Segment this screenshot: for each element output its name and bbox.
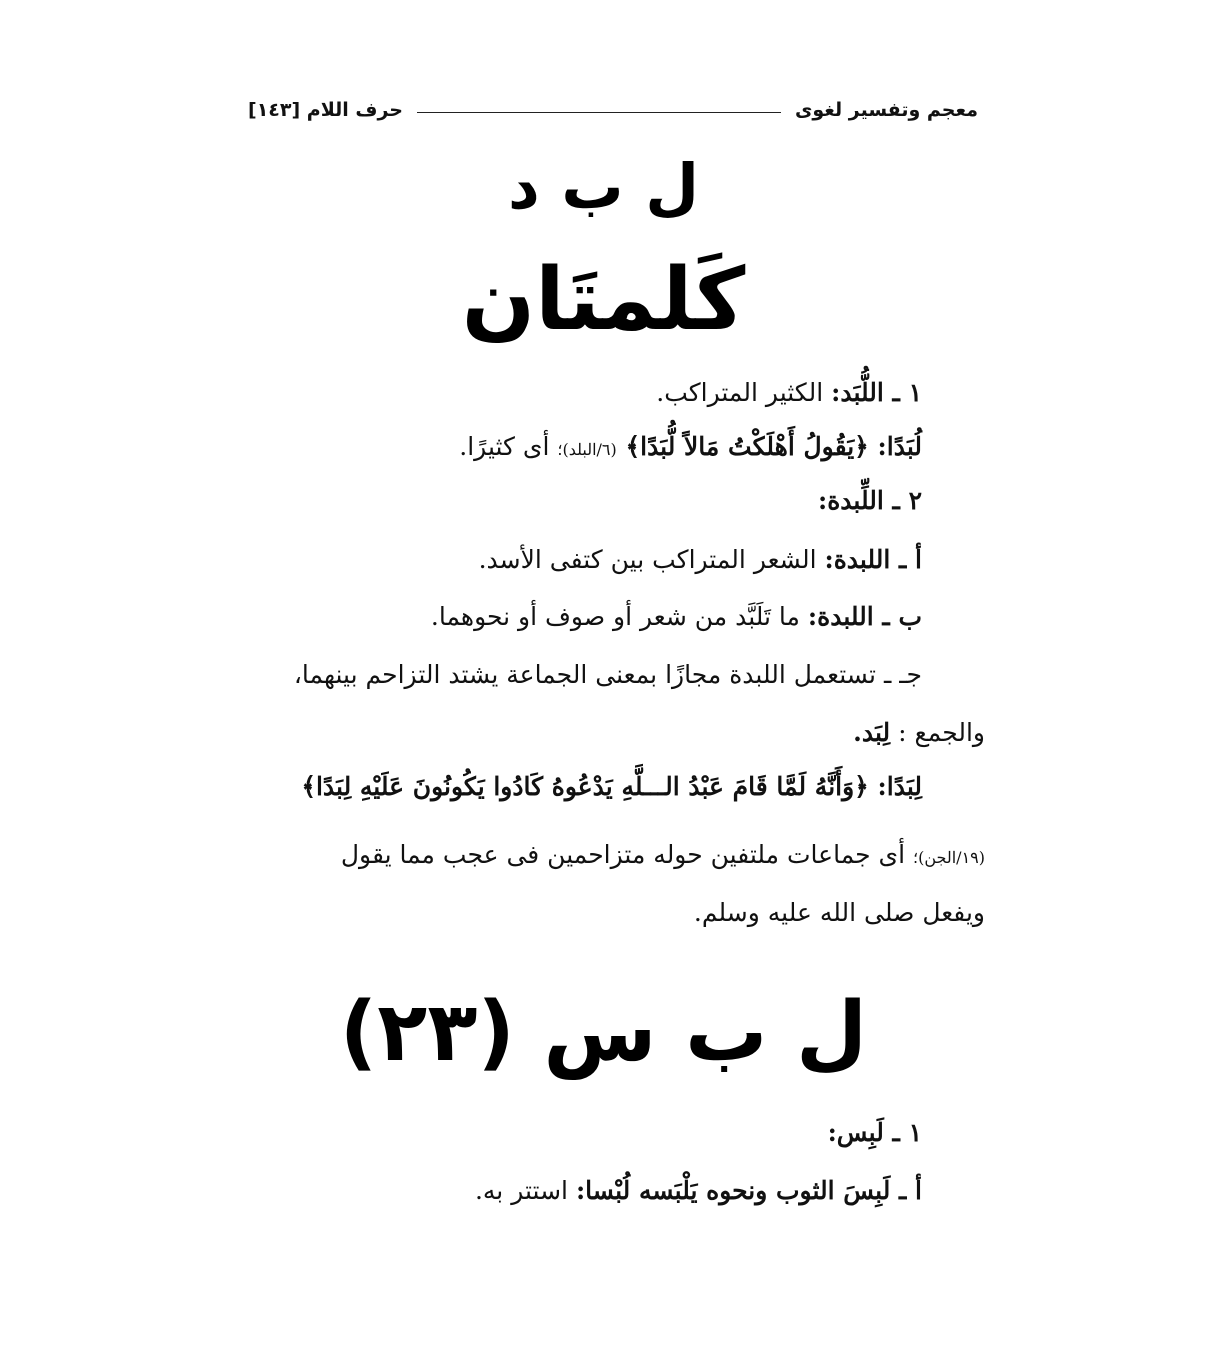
quran-verse: ﴿يَقُولُ أَهْلَكْتُ مَالاً لُّبَدًا﴾	[616, 432, 878, 461]
entry-line	[258, 660, 922, 689]
header-rule	[417, 112, 781, 113]
entry-term: ١ ـ لَبِس:	[827, 1118, 922, 1147]
entry-line	[459, 432, 922, 461]
quran-verse: ﴿وَأَنَّهُ لَمَّا قَامَ عَبْدُ الـــلَّهِ يَدْعُوهُ كَادُوا يَكُونُونَ عَلَيْهِ لِبَدًا﴾	[301, 772, 878, 801]
entry-text: جـ ـ تستعمل اللبدة مجازًا بمعنى الجماعة يشتد التزاحم بينهما،	[293, 660, 922, 689]
entry-text: أى كثيرًا.	[459, 432, 558, 461]
entry-line	[258, 840, 985, 869]
entry-line	[431, 602, 922, 631]
entry-text: أى جماعات ملتفين حوله متزاحمين فى عجب مما يقول	[340, 840, 914, 869]
entry-line	[828, 1118, 922, 1147]
entry-term: ب ـ اللبدة:	[807, 602, 922, 631]
entry-term: أ ـ اللبدة:	[824, 545, 922, 574]
entry-term: ١ ـ اللُّبَد:	[831, 378, 922, 407]
word-count-heading: كَلمتَان	[461, 250, 746, 350]
entry-term: لِبَد.	[853, 718, 891, 747]
entry-text: ويفعل صلى الله عليه وسلم.	[693, 898, 985, 927]
entry-text: ما تَلَبَّد من شعر أو صوف أو نحوهما.	[430, 602, 808, 631]
book-title: معجم وتفسير لغوى	[794, 99, 978, 121]
entry-line	[479, 545, 922, 574]
entry-line	[818, 486, 922, 515]
entry-text: الكثير المتراكب.	[656, 378, 832, 407]
entry-line	[656, 378, 922, 407]
entry-text: استتر به.	[474, 1176, 576, 1205]
entry-term: لِبَدًا:	[877, 772, 922, 801]
entry-term: أ ـ لَبِسَ الثوب ونحوه يَلْبَسه لُبْسا:	[575, 1176, 922, 1205]
root-heading-lbs: ل ب س (٢٣)	[339, 985, 868, 1080]
entry-text: والجمع :	[890, 718, 985, 747]
entry-text: الشعر المتراكب بين كتفى الأسد.	[478, 545, 825, 574]
verse-reference: (١٩/الجن)؛	[913, 848, 985, 867]
entry-term: ٢ ـ اللِّبدة:	[817, 486, 922, 515]
running-header	[248, 92, 978, 128]
section-label: حرف اللام [١٤٣]	[248, 99, 403, 121]
verse-reference: (٦/البلد)؛	[557, 440, 617, 459]
entry-line	[475, 1176, 922, 1205]
entry-line	[258, 772, 922, 801]
entry-line	[694, 898, 985, 927]
entry-line	[853, 718, 985, 747]
root-heading-lbd: ل ب د	[507, 150, 700, 223]
entry-term: لُبَدًا:	[877, 432, 922, 461]
